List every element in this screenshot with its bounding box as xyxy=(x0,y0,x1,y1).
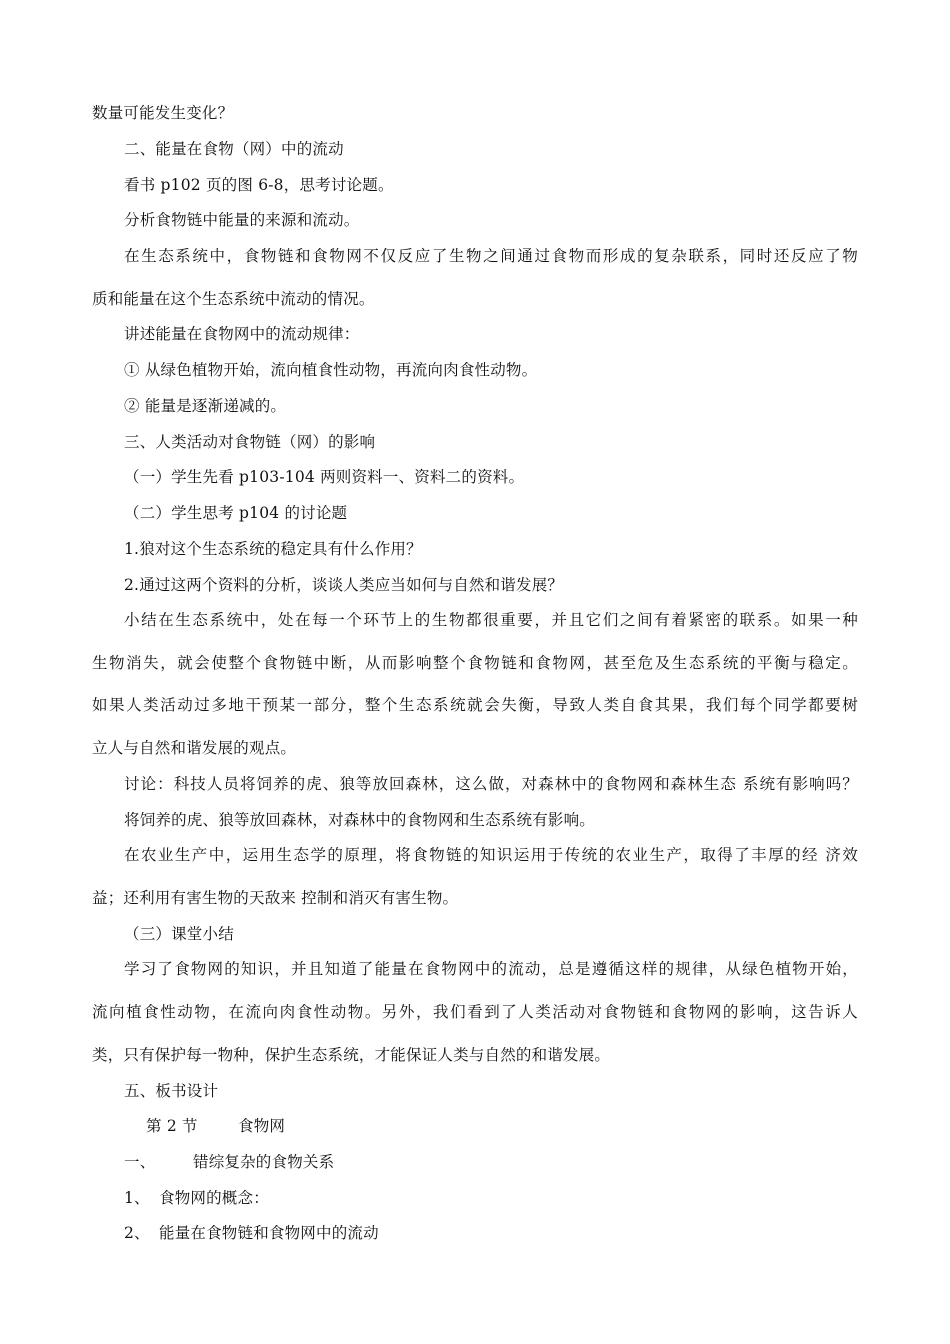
list-item: 1.狼对这个生态系统的稳定具有什么作用？ xyxy=(124,540,422,558)
section-heading: 五、板书设计 xyxy=(124,1082,219,1100)
board-item-text: 错综复杂的食物关系 xyxy=(193,1153,335,1171)
text-line: 流向植食性动物，在流向肉食性动物。另外，我们看到了人类活动对食物链和食物网的影响，这告诉人 xyxy=(92,1003,858,1021)
section-heading: 三、人类活动对食物链（网）的影响 xyxy=(124,433,376,451)
text-line: 益；还利用有害生物的天敌来 控制和消灭有害生物。 xyxy=(92,889,459,907)
text-line: 将饲养的虎、狼等放回森林，对森林中的食物网和生态系统有影响。 xyxy=(124,811,596,829)
board-section-label: 第 2 节 xyxy=(146,1117,198,1135)
list-item: 2.通过这两个资料的分析，谈谈人类应当如何与自然和谐发展？ xyxy=(124,576,564,594)
text-line: 看书 p102 页的图 6-8，思考讨论题。 xyxy=(124,176,394,194)
text-line: 在生态系统中，食物链和食物网不仅反应了生物之间通过食物而形成的复杂联系，同时还反应了物 xyxy=(124,247,858,265)
board-section-title: 食物网 xyxy=(238,1117,286,1135)
board-item-number: 1、 xyxy=(124,1189,150,1207)
board-item-text: 能量在食物链和食物网中的流动 xyxy=(159,1224,379,1242)
text-line: （二）学生思考 p104 的讨论题 xyxy=(124,504,348,522)
text-line: 讨论：科技人员将饲养的虎、狼等放回森林，这么做，对森林中的食物网和森林生态 系统有影响吗？ xyxy=(124,775,858,793)
text-line: 学习了食物网的知识，并且知道了能量在食物网中的流动，总是遵循这样的规律，从绿色植物开始， xyxy=(124,960,858,978)
text-line: 分析食物链中能量的来源和流动。 xyxy=(124,211,360,229)
text-line: 数量可能发生变化？ xyxy=(92,104,234,122)
text-line: （一）学生先看 p103-104 两则资料一、资料二的资料。 xyxy=(124,468,525,486)
text-line: 生物消失，就会使整个食物链中断，从而影响整个食物链和食物网，甚至危及生态系统的平衡与稳定。 xyxy=(92,654,858,672)
text-line: 质和能量在这个生态系统中流动的情况。 xyxy=(92,290,375,308)
list-item: ② 能量是逐渐递减的。 xyxy=(124,397,287,415)
text-line: 类，只有保护每一物种，保护生态系统，才能保证人类与自然的和谐发展。 xyxy=(92,1046,611,1064)
text-line: 立人与自然和谐发展的观点。 xyxy=(92,739,297,757)
board-item-number: 一、 xyxy=(124,1153,156,1171)
list-item: ① 从绿色植物开始，流向植食性动物，再流向肉食性动物。 xyxy=(124,361,538,379)
text-line: 讲述能量在食物网中的流动规律： xyxy=(124,325,360,343)
text-line: 在农业生产中，运用生态学的原理，将食物链的知识运用于传统的农业生产，取得了丰厚的经 济效 xyxy=(124,846,858,864)
text-line: 小结在生态系统中，处在每一个环节上的生物都很重要，并且它们之间有着紧密的联系。如果一种 xyxy=(124,611,858,629)
board-item-number: 2、 xyxy=(124,1224,150,1242)
text-line: 如果人类活动过多地干预某一部分，整个生态系统就会失衡，导致人类自食其果，我们每个同学都要树 xyxy=(92,696,858,714)
section-heading: （三）课堂小结 xyxy=(124,925,234,943)
board-item-text: 食物网的概念： xyxy=(159,1189,269,1207)
section-heading: 二、能量在食物（网）中的流动 xyxy=(124,140,344,158)
